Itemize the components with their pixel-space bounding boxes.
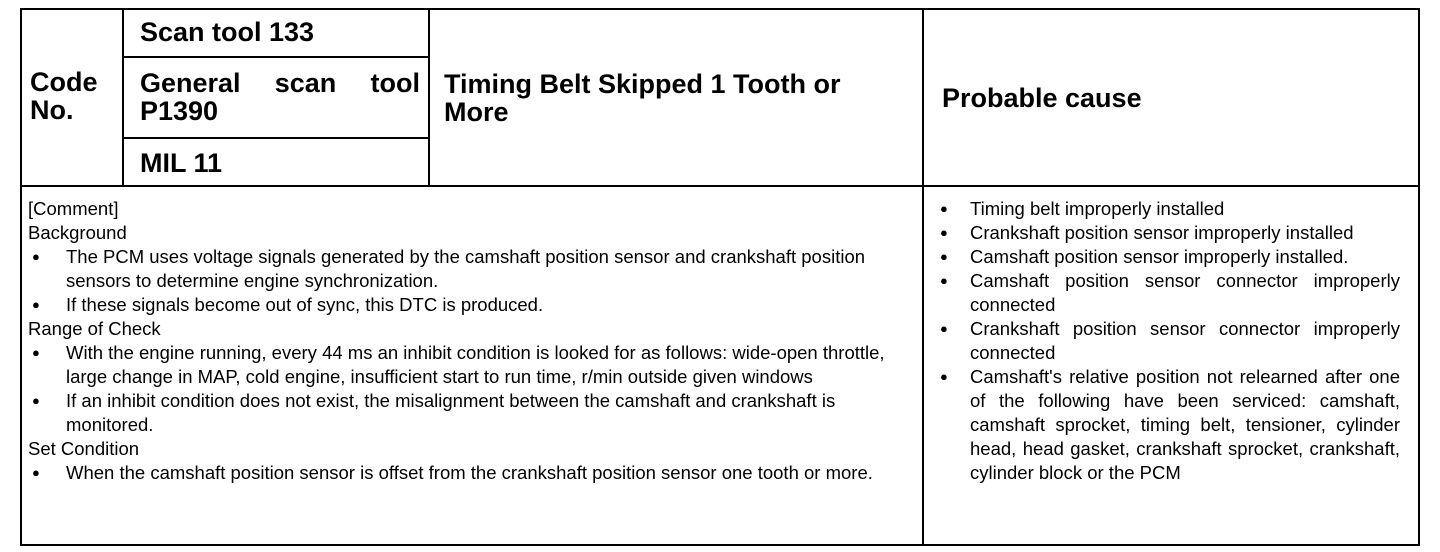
dtc-title: Timing Belt Skipped 1 Tooth or More xyxy=(444,69,841,127)
section-title-set-condition: Set Condition xyxy=(28,438,140,459)
list-item: ● With the engine running, every 44 ms an inhibit condition is looked for as follows: wide-open throttle, large change in MAP, cold engine, insufficient start to run time, r/min outside given windows xyxy=(28,341,912,389)
divider xyxy=(122,10,124,186)
probable-cause-heading: Probable cause xyxy=(942,83,1142,113)
list-item: ● Camshaft position sensor connector improperly connected xyxy=(936,269,1400,317)
scan-tool-code: Scan tool 133 xyxy=(140,17,315,47)
probable-cause-section xyxy=(936,197,1400,485)
divider xyxy=(922,10,924,546)
list-item: ● If these signals become out of sync, this DTC is produced. xyxy=(28,293,912,317)
list-item: ● Crankshaft position sensor improperly installed xyxy=(936,221,1400,245)
divider xyxy=(22,185,1418,187)
list-item: ● Crankshaft position sensor connector improperly connected xyxy=(936,317,1400,365)
comment-section xyxy=(28,197,912,485)
divider xyxy=(122,137,430,139)
mil-code: MIL 11 xyxy=(140,148,223,178)
dtc-table xyxy=(20,8,1420,546)
divider xyxy=(428,10,430,186)
section-title-background: Background xyxy=(28,222,127,243)
general-scan-tool-code: General scan tool P1390 xyxy=(140,68,420,126)
set-condition-list xyxy=(28,461,912,485)
list-item: ● Camshaft's relative position not relearned after one of the following have been serviced: camshaft, camshaft sprocket, timing belt, tensioner, cylinder head, head gasket, crankshaft sprocket, crankshaft, cylinder block or the PCM xyxy=(936,365,1400,485)
list-item: ● Camshaft position sensor improperly installed. xyxy=(936,245,1400,269)
background-list xyxy=(28,245,912,317)
probable-cause-list xyxy=(936,197,1400,485)
divider xyxy=(122,56,430,58)
list-item: ● Timing belt improperly installed xyxy=(936,197,1400,221)
section-title-range-of-check: Range of Check xyxy=(28,318,161,339)
list-item: ● If an inhibit condition does not exist, the misalignment between the camshaft and crankshaft is monitored. xyxy=(28,389,912,437)
list-item: ● When the camshaft position sensor is offset from the crankshaft position sensor one tooth or more. xyxy=(28,461,912,485)
range-of-check-list xyxy=(28,341,912,437)
list-item: ● The PCM uses voltage signals generated by the camshaft position sensor and crankshaft position sensors to determine engine synchronization. xyxy=(28,245,912,293)
comment-heading: [Comment] xyxy=(28,198,119,219)
code-no-label: Code No. xyxy=(30,67,98,125)
